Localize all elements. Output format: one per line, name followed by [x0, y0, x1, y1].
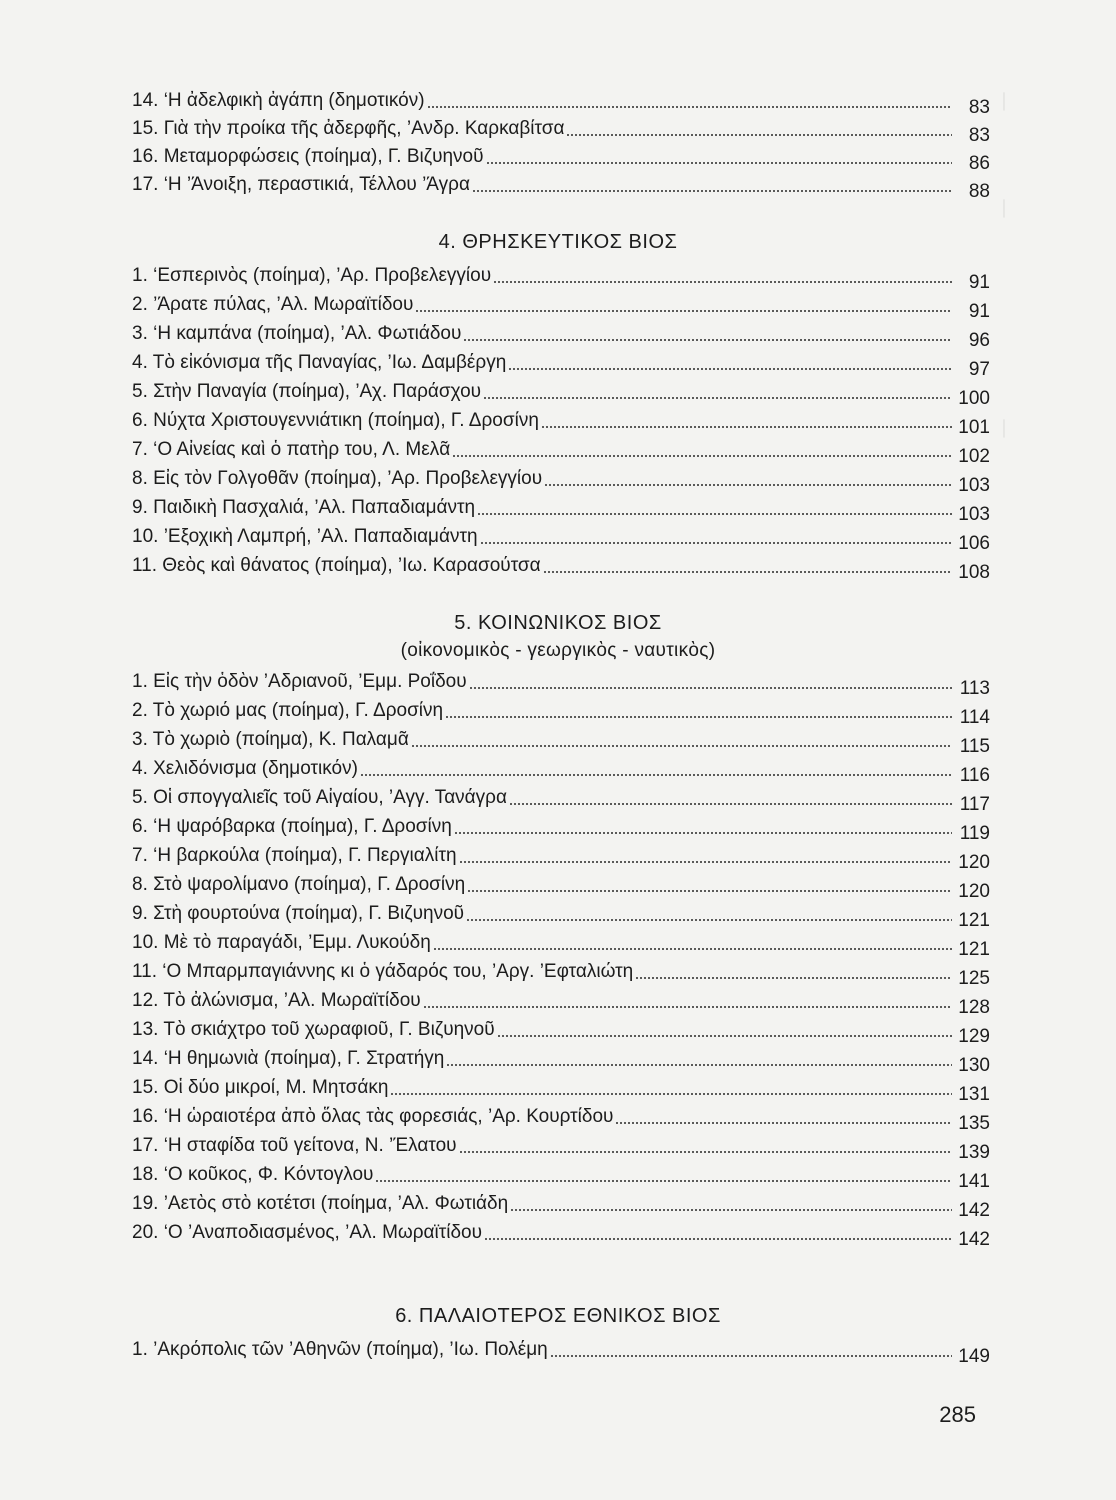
entry-page: 101 — [958, 417, 990, 438]
toc-entry — [132, 316, 990, 351]
entry-page: 141 — [958, 1171, 990, 1192]
toc-entry — [132, 519, 990, 554]
dot-leader — [466, 905, 952, 922]
entry-title: 5. Στὴν Παναγία (ποίημα), ’Αχ. Παράσχου — [132, 381, 482, 402]
toc-entry — [132, 258, 990, 293]
entry-page: 142 — [958, 1200, 990, 1221]
entry-title: 1. ‘Εσπερινὸς (ποίημα), ’Αρ. Προβελεγγίου — [132, 265, 492, 286]
entry-page: 91 — [968, 301, 990, 322]
dot-leader — [483, 383, 952, 400]
dot-leader — [427, 92, 952, 109]
entry-page: 100 — [958, 388, 990, 409]
section-heading: 6. ΠΑΛΑΙΟΤΕΡΟΣ ΕΘΝΙΚΟΣ ΒΙΟΣ — [395, 1305, 721, 1327]
toc-entry — [132, 867, 990, 902]
dot-leader — [360, 760, 952, 777]
toc-entry — [132, 983, 990, 1018]
dot-leader — [509, 789, 952, 806]
dot-leader — [445, 702, 952, 719]
toc-entry — [132, 1012, 990, 1047]
entry-title: 11. ‘Ο Μπαρμπαγιάννης κι ὁ γάδαρός του, ’Αργ. ’Εφταλιώτη — [132, 961, 634, 982]
dot-leader — [415, 296, 952, 313]
dot-leader — [375, 1166, 952, 1183]
entry-title: 9. Παιδικὴ Πασχαλιά, ’Αλ. Παπαδιαμάντη — [132, 497, 476, 518]
entry-title: 16. Μεταμορφώσεις (ποίημα), Γ. Βιζυηνοῦ — [132, 146, 484, 167]
dot-leader — [508, 354, 952, 371]
toc-entry — [132, 1128, 990, 1163]
dot-leader — [550, 1341, 952, 1358]
dot-leader — [472, 176, 952, 193]
bleed-through-mark: │ — [1000, 200, 1010, 217]
toc-entry — [132, 490, 990, 525]
dot-leader — [467, 876, 952, 893]
dot-leader — [486, 148, 953, 165]
bleed-through-mark: │ — [1000, 93, 1010, 110]
entry-title: 3. ‘Η καμπάνα (ποίημα), ’Αλ. Φωτιάδου — [132, 323, 462, 344]
entry-page: 120 — [958, 881, 990, 902]
entry-title: 10. Μὲ τὸ παραγάδι, ’Εμμ. Λυκούδη — [132, 932, 431, 953]
toc-entry — [132, 403, 990, 438]
entry-page: 125 — [958, 968, 990, 989]
entry-page: 139 — [958, 1142, 990, 1163]
entry-page: 119 — [959, 823, 990, 844]
entry-title: 10. ’Εξοχικὴ Λαμπρή, ’Αλ. Παπαδιαμάντη — [132, 526, 478, 547]
entry-page: 97 — [968, 359, 990, 380]
entry-page: 103 — [958, 504, 990, 525]
entry-page: 86 — [968, 153, 990, 174]
entry-page: 128 — [958, 997, 990, 1018]
entry-title: 4. Χελιδόνισμα (δημοτικόν) — [132, 758, 358, 779]
entry-title: 8. Εἰς τὸν Γολγοθᾶν (ποίημα), ’Αρ. Προβελεγγίου — [132, 468, 543, 489]
entry-title: 18. ‘Ο κοῦκος, Φ. Κόντογλου — [132, 1164, 374, 1185]
entry-title: 4. Τὸ εἰκόνισμα τῆς Παναγίας, ’Ιω. Δαμβέργη — [132, 352, 507, 373]
entry-title: 5. Οἱ σπογγαλιεῖς τοῦ Αἰγαίου, ’Αγγ. Τανάγρα — [132, 787, 507, 808]
bleed-through-mark: │ — [1000, 420, 1010, 437]
entry-page: 106 — [958, 533, 990, 554]
toc-entry — [132, 1186, 990, 1221]
entry-title: 14. ‘Η ἀδελφικὴ ἀγάπη (δημοτικόν) — [132, 90, 425, 111]
dot-leader — [459, 1137, 952, 1154]
entry-page: 131 — [958, 1084, 990, 1105]
entry-title: 17. ‘Η ’Άνοιξη, περαστικιά, Τέλλου ’Άγρα — [132, 174, 470, 195]
toc-entry — [132, 374, 990, 409]
entry-page: 129 — [958, 1026, 990, 1047]
dot-leader — [452, 441, 952, 458]
entry-page: 113 — [959, 678, 990, 699]
entry-title: 8. Στὸ ψαρολίμανο (ποίημα), Γ. Δροσίνη — [132, 874, 466, 895]
dot-leader — [541, 412, 952, 429]
dot-leader — [411, 731, 952, 748]
toc-entry — [132, 548, 990, 583]
toc-entry — [132, 1332, 990, 1367]
entry-page: 120 — [958, 852, 990, 873]
toc-entry — [132, 838, 990, 873]
entry-title: 17. ‘Η σταφίδα τοῦ γείτονα, Ν. ’Έλατου — [132, 1135, 457, 1156]
entry-title: 15. Γιὰ τὴν προίκα τῆς ἀδερφῆς, ’Ανδρ. Καρκαβίτσα — [132, 118, 565, 139]
entry-page: 130 — [958, 1055, 990, 1076]
dot-leader — [635, 963, 952, 980]
toc-entry — [132, 722, 990, 757]
entry-page: 121 — [958, 939, 990, 960]
entry-page: 83 — [968, 125, 990, 146]
dot-leader — [484, 1224, 952, 1241]
toc-entry — [132, 896, 990, 931]
dot-leader — [454, 818, 952, 835]
toc-entry — [132, 1041, 990, 1076]
entry-page: 115 — [959, 736, 990, 757]
toc-entry — [132, 751, 990, 786]
entry-page: 149 — [958, 1346, 990, 1367]
entry-title: 14. ‘Η θημωνιὰ (ποίημα), Γ. Στρατήγη — [132, 1048, 445, 1069]
entry-title: 12. Τὸ ἀλώνισμα, ’Αλ. Μωραϊτίδου — [132, 990, 421, 1011]
dot-leader — [497, 1021, 952, 1038]
toc-entry — [132, 664, 990, 699]
toc-entry — [132, 954, 990, 989]
dot-leader — [463, 325, 952, 342]
entry-page: 121 — [958, 910, 990, 931]
entry-title: 6. Νύχτα Χριστουγεννιάτικη (ποίημα), Γ. Δροσίνη — [132, 410, 539, 431]
entry-title: 19. ’Αετὸς στὸ κοτέτσι (ποίημα, ’Αλ. Φωτιάδη — [132, 1193, 509, 1214]
toc-entry — [132, 693, 990, 728]
dot-leader — [469, 673, 952, 690]
dot-leader — [459, 847, 952, 864]
toc-entry — [132, 287, 990, 322]
dot-leader — [423, 992, 952, 1009]
entry-page: 96 — [968, 330, 990, 351]
toc-entry — [132, 111, 990, 146]
toc-entry — [132, 925, 990, 960]
entry-page: 117 — [959, 794, 990, 815]
toc-entry — [132, 1215, 990, 1250]
toc-entry — [132, 83, 990, 118]
toc-entry — [132, 345, 990, 380]
entry-title: 6. ‘Η ψαρόβαρκα (ποίημα), Γ. Δροσίνη — [132, 816, 452, 837]
section-heading: 5. ΚΟΙΝΩΝΙΚΟΣ ΒΙΟΣ — [454, 612, 662, 634]
entry-page: 83 — [968, 97, 990, 118]
entry-title: 9. Στὴ φουρτούνα (ποίημα), Γ. Βιζυηνοῦ — [132, 903, 465, 924]
dot-leader — [446, 1050, 952, 1067]
entry-title: 2. ’Άρατε πύλας, ’Αλ. Μωραϊτίδου — [132, 294, 414, 315]
entry-page: 103 — [958, 475, 990, 496]
toc-entry — [132, 780, 990, 815]
entry-page: 114 — [959, 707, 990, 728]
entry-title: 2. Τὸ χωριό μας (ποίημα), Γ. Δροσίνη — [132, 700, 444, 721]
entry-page: 142 — [958, 1229, 990, 1250]
entry-page: 135 — [958, 1113, 990, 1134]
entry-page: 91 — [968, 272, 990, 293]
dot-leader — [493, 267, 952, 284]
dot-leader — [615, 1108, 952, 1125]
toc-entry — [132, 167, 990, 202]
entry-title: 15. Οἱ δύο μικροί, Μ. Μητσάκη — [132, 1077, 389, 1098]
toc-entry — [132, 139, 990, 174]
dot-leader — [510, 1195, 952, 1212]
entry-page: 108 — [958, 562, 990, 583]
entry-title: 20. ‘Ο ’Αναποδιασμένος, ’Αλ. Μωραϊτίδου — [132, 1222, 483, 1243]
entry-title: 3. Τὸ χωριὸ (ποίημα), Κ. Παλαμᾶ — [132, 729, 409, 750]
entry-title: 1. ’Ακρόπολις τῶν ’Αθηνῶν (ποίημα), ’Ιω. Πολέμη — [132, 1339, 548, 1360]
section-subheading: (οἰκονομικὸς - γεωργικὸς - ναυτικὸς) — [400, 640, 716, 661]
entry-title: 7. ‘Η βαρκούλα (ποίημα), Γ. Περγιαλίτη — [132, 845, 457, 866]
entry-title: 13. Τὸ σκιάχτρο τοῦ χωραφιοῦ, Γ. Βιζυηνοῦ — [132, 1019, 495, 1040]
page-number: 285 — [939, 1402, 976, 1427]
dot-leader — [477, 499, 952, 516]
entry-title: 16. ‘Η ὡραιοτέρα ἀπὸ ὅλας τὰς φορεσιάς, ’Αρ. Κουρτίδου — [132, 1106, 614, 1127]
toc-entry — [132, 809, 990, 844]
dot-leader — [543, 557, 952, 574]
dot-leader — [433, 934, 952, 951]
dot-leader — [480, 528, 952, 545]
entry-title: 7. ‘Ο Αἰνείας καὶ ὁ πατὴρ του, Λ. Μελᾶ — [132, 439, 451, 460]
dot-leader — [390, 1079, 952, 1096]
toc-entry — [132, 1099, 990, 1134]
toc-entry — [132, 461, 990, 496]
toc-entry — [132, 1070, 990, 1105]
toc-entry — [132, 1157, 990, 1192]
section-heading: 4. ΘΡΗΣΚΕΥΤΙΚΟΣ ΒΙΟΣ — [438, 231, 678, 253]
dot-leader — [544, 470, 952, 487]
toc-entry — [132, 432, 990, 467]
entry-page: 116 — [959, 765, 990, 786]
dot-leader — [566, 120, 952, 137]
entry-page: 88 — [968, 181, 990, 202]
entry-page: 102 — [958, 446, 990, 467]
entry-title: 1. Εἰς τὴν ὁδὸν ’Αδριανοῦ, ’Εμμ. Ροΐδου — [132, 671, 467, 692]
entry-title: 11. Θεὸς καὶ θάνατος (ποίημα), ’Ιω. Καρασούτσα — [132, 555, 541, 576]
